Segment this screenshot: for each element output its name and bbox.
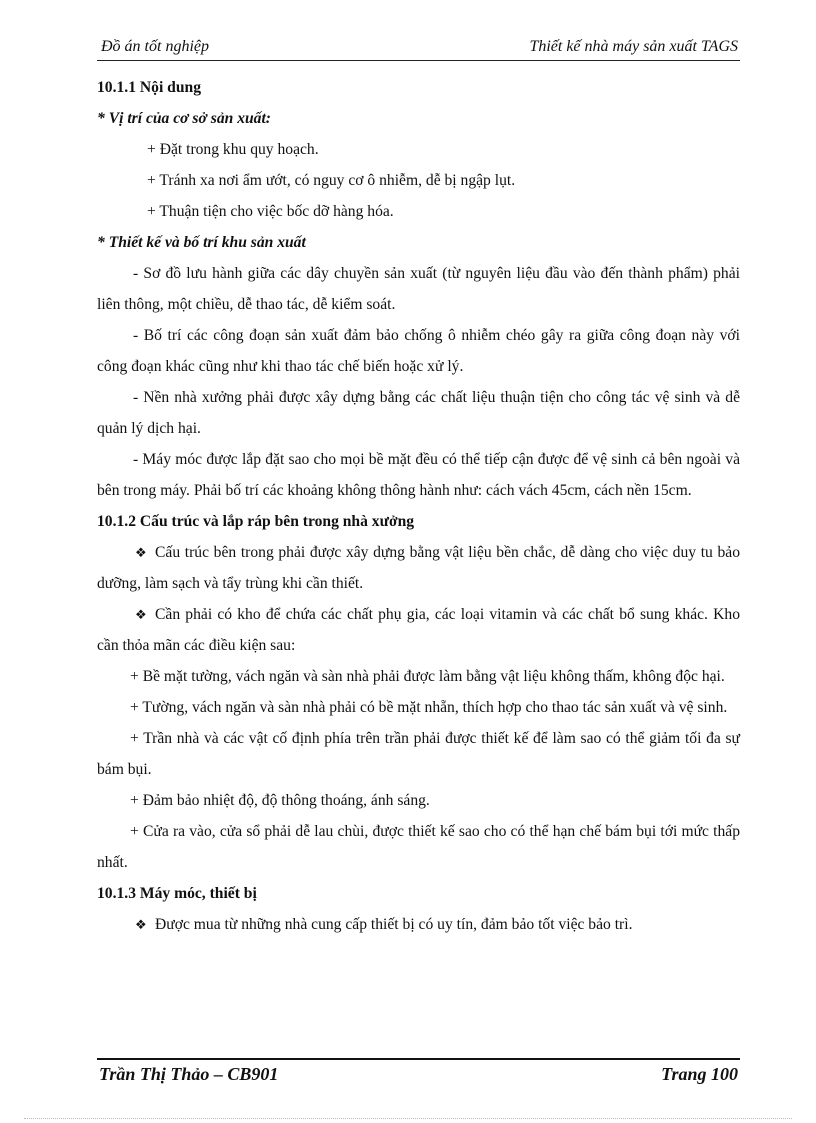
diamond-bullet-icon: ❖ [135,545,147,560]
paragraph: - Máy móc được lắp đặt sao cho mọi bề mặt đều có thể tiếp cận được để vệ sinh cả bên ngoài và bên trong máy. Phải bố trí các khoảng không thông hành như: cách vách 45cm, cách nền 15cm. [97,451,740,499]
bullet-text: Được mua từ những nhà cung cấp thiết bị có uy tín, đảm bảo tốt việc bảo trì. [155,916,633,933]
footer-author: Trần Thị Thảo – CB901 [99,1064,279,1084]
diamond-bullet-icon: ❖ [135,917,147,932]
header-document-type: Đồ án tốt nghiệp [101,38,209,55]
footer-page-number: Trang 100 [661,1064,738,1084]
subheading-location: * Vị trí của cơ sở sản xuất: [97,110,271,127]
list-item: + Đặt trong khu quy hoạch. [147,141,319,158]
list-item: + Cửa ra vào, cửa sổ phải dễ lau chùi, được thiết kế sao cho có thể hạn chế bám bụi tới mức thấp nhất. [97,823,740,871]
list-item: + Bề mặt tường, vách ngăn và sàn nhà phải được làm bằng vật liệu không thấm, không độc hại. [130,668,725,685]
diamond-bullet-icon: ❖ [135,607,147,622]
list-item: + Tường, vách ngăn và sàn nhà phải có bề mặt nhẵn, thích hợp cho thao tác sản xuất và vệ sinh. [130,699,728,716]
page-footer [97,1058,740,1084]
page-content [97,72,740,940]
bullet-text: Cần phải có kho để chứa các chất phụ gia, các loại vitamin và các chất bổ sung khác. Kho cần thỏa mãn các điều kiện sau: [97,606,740,654]
list-item: + Tránh xa nơi ẩm ướt, có nguy cơ ô nhiễm, dễ bị ngập lụt. [147,172,516,189]
bullet-paragraph [97,599,740,661]
subheading-design: * Thiết kế và bố trí khu sản xuất [97,234,306,251]
paragraph: - Sơ đồ lưu hành giữa các dây chuyền sản xuất (từ nguyên liệu đầu vào đến thành phẩm) phải liên thông, một chiều, dễ thao tác, dễ kiểm soát. [97,265,740,313]
page-header [97,36,740,61]
list-item: + Đảm bảo nhiệt độ, độ thông thoáng, ánh sáng. [130,792,430,809]
bullet-paragraph [97,909,740,940]
paragraph: - Nền nhà xưởng phải được xây dựng bằng các chất liệu thuận tiện cho công tác vệ sinh và dễ quản lý dịch hại. [97,389,740,437]
section-heading-2: 10.1.2 Cấu trúc và lắp ráp bên trong nhà xưởng [97,513,415,530]
header-project-title: Thiết kế nhà máy sản xuất TAGS [529,38,738,55]
page-bottom-dotted-line [24,1118,792,1119]
section-heading-1: 10.1.1 Nội dung [97,79,201,96]
bullet-text: Cấu trúc bên trong phải được xây dựng bằng vật liệu bền chắc, dễ dàng cho việc duy tu bảo dưỡng, làm sạch và tẩy trùng khi cần thiết. [97,544,740,592]
list-item: + Trần nhà và các vật cố định phía trên trần phải được thiết kế để làm sao có thể giảm tối đa sự bám bụi. [97,730,740,778]
section-heading-3: 10.1.3 Máy móc, thiết bị [97,885,257,902]
list-item: + Thuận tiện cho việc bốc dỡ hàng hóa. [147,203,394,220]
paragraph: - Bố trí các công đoạn sản xuất đảm bảo chống ô nhiễm chéo gây ra giữa công đoạn này với công đoạn khác cũng như khi thao tác chế biến hoặc xử lý. [97,327,740,375]
bullet-paragraph [97,537,740,599]
